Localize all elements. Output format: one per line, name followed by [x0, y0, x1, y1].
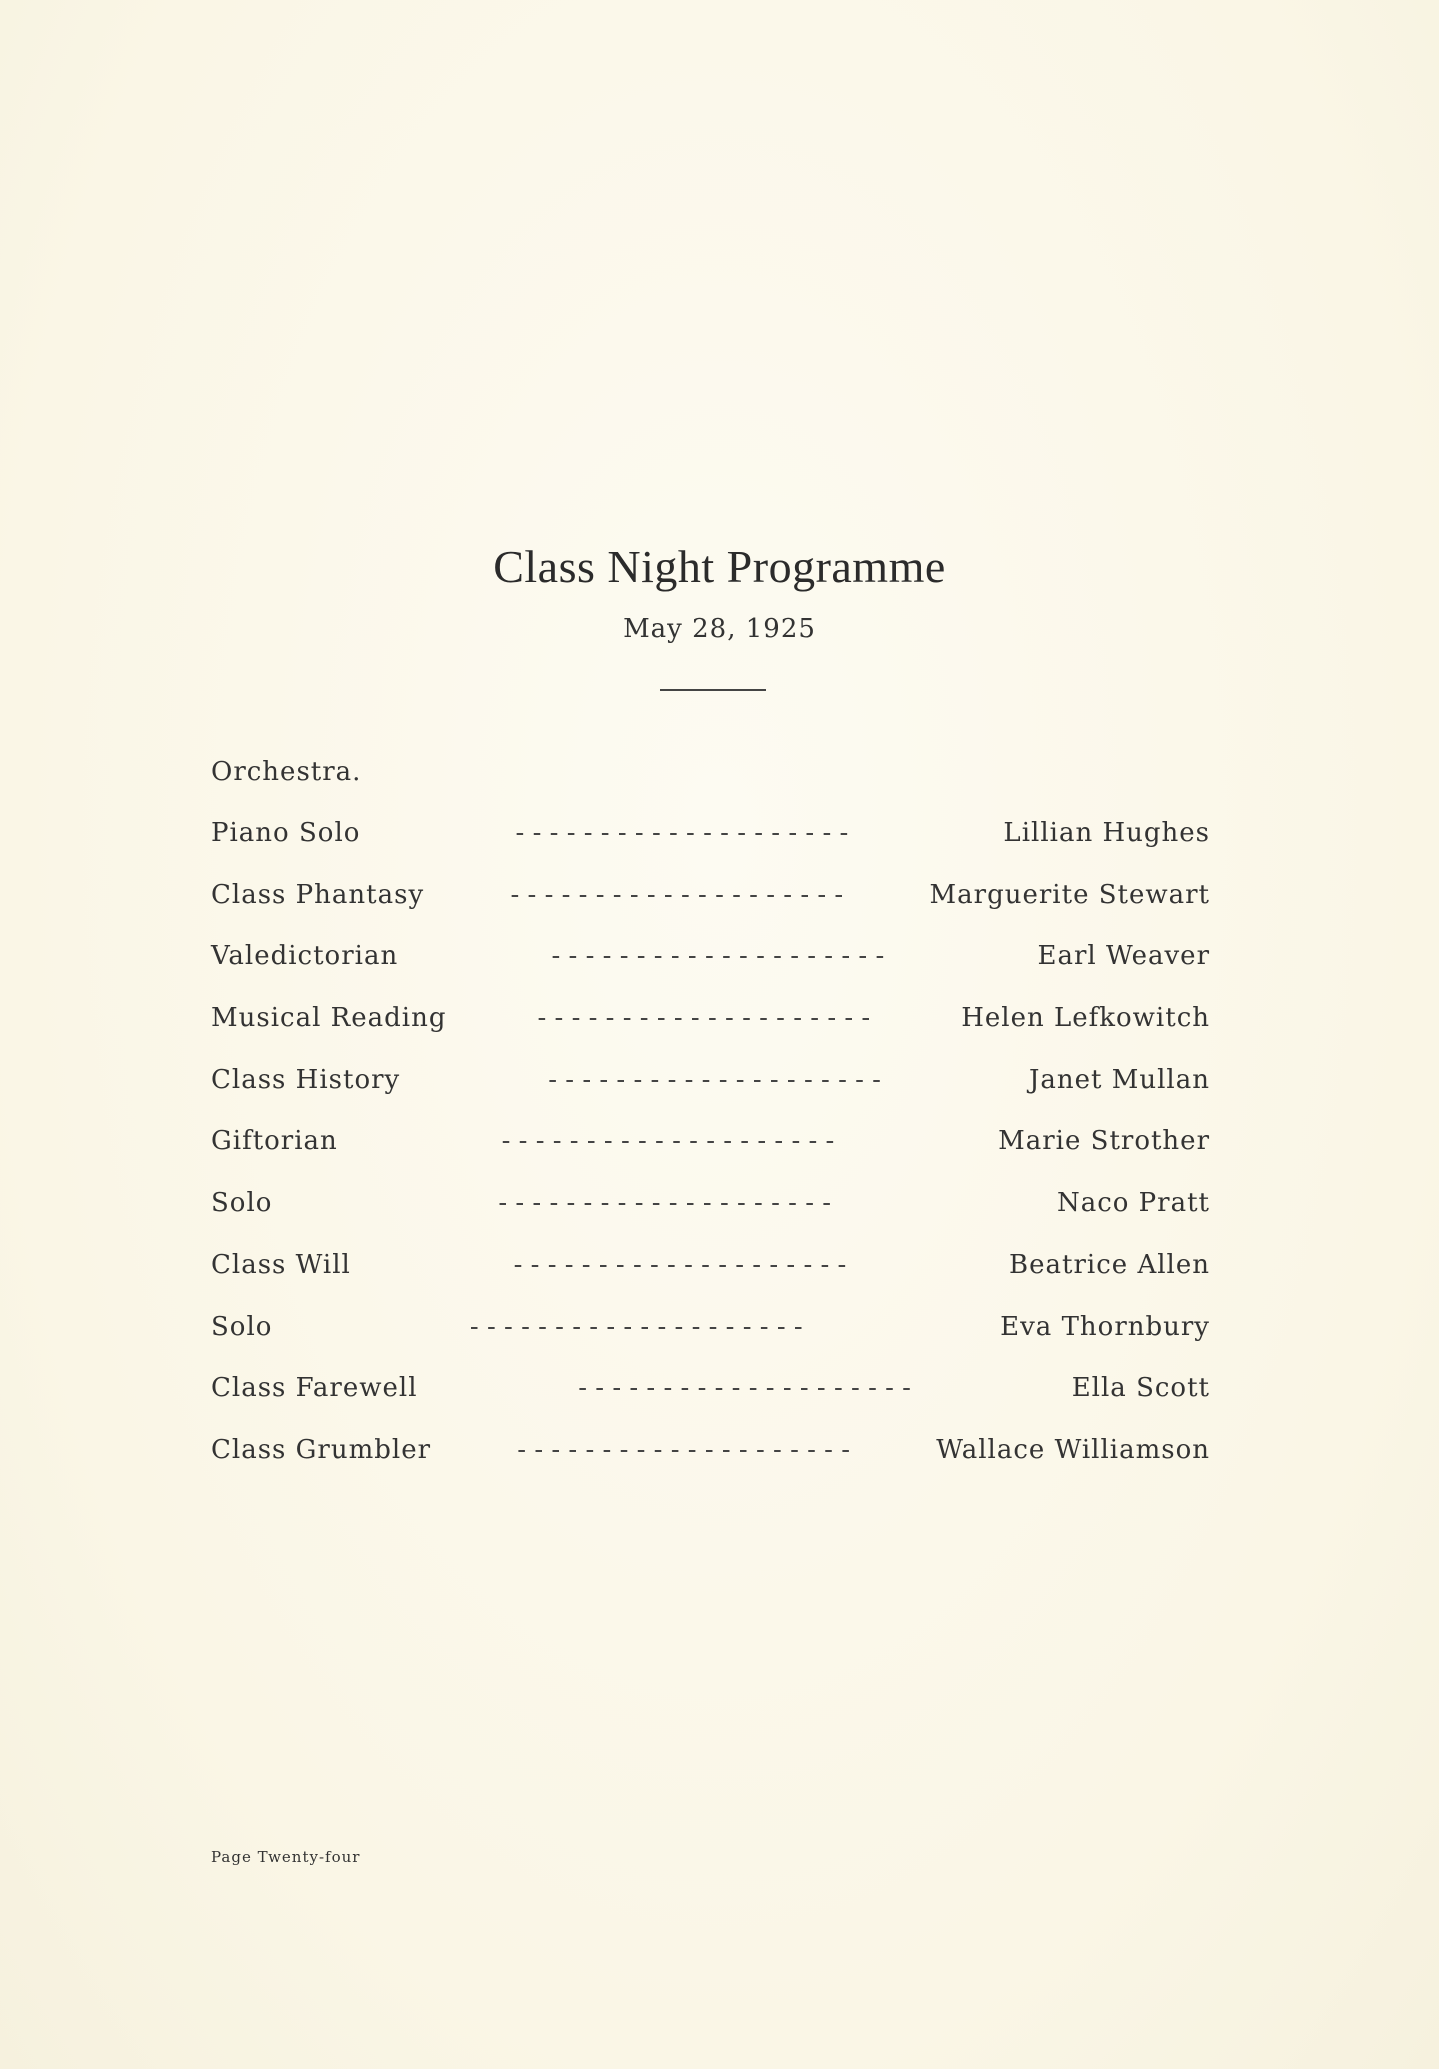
item-performer: Beatrice Allen	[1009, 1249, 1210, 1280]
item-performer: Marguerite Stewart	[929, 879, 1210, 910]
item-performer: Ella Scott	[1071, 1373, 1210, 1404]
programme-item	[211, 1435, 1210, 1497]
dash-leader: - - - - - - - - - - - - - - - - - - - -	[578, 1373, 911, 1404]
dash-leader: - - - - - - - - - - - - - - - - - - - -	[517, 1434, 851, 1465]
item-role: Class Phantasy	[211, 879, 425, 910]
programme-item	[211, 1373, 1210, 1435]
item-role: Solo	[211, 1188, 273, 1219]
item-performer: Earl Weaver	[1037, 941, 1210, 972]
item-performer: Wallace Williamson	[936, 1434, 1210, 1465]
programme-item	[211, 1065, 1210, 1127]
programme-item	[211, 1188, 1210, 1250]
dash-leader: - - - - - - - - - - - - - - - - - - - -	[551, 941, 885, 972]
item-role: Giftorian	[211, 1126, 338, 1157]
dash-leader: - - - - - - - - - - - - - - - - - - - -	[537, 1003, 871, 1034]
item-performer: Marie Strother	[998, 1126, 1210, 1157]
programme-item	[211, 941, 1210, 1003]
item-performer: Lillian Hughes	[1003, 818, 1210, 848]
programme-item	[211, 1126, 1210, 1188]
programme-item	[211, 1003, 1210, 1065]
item-performer: Helen Lefkowitch	[961, 1003, 1210, 1034]
dash-leader: - - - - - - - - - - - - - - - - - - - -	[510, 879, 844, 910]
item-performer: Naco Pratt	[1056, 1188, 1210, 1219]
item-performer: Janet Mullan	[1028, 1064, 1210, 1095]
programme-list	[211, 818, 1210, 1497]
programme-date: May 28, 1925	[623, 614, 816, 644]
item-performer: Eva Thornbury	[1000, 1311, 1210, 1342]
dash-leader: - - - - - - - - - - - - - - - - - - - -	[498, 1188, 832, 1219]
dash-leader: - - - - - - - - - - - - - - - - - - - -	[548, 1064, 881, 1095]
dash-leader: - - - - - - - - - - - - - - - - - - - -	[469, 1311, 803, 1342]
item-role: Solo	[211, 1311, 273, 1342]
programme-item	[211, 818, 1210, 880]
programme-item	[211, 1250, 1210, 1312]
dash-leader: - - - - - - - - - - - - - - - - - - - -	[513, 1249, 847, 1280]
title-divider	[660, 689, 766, 691]
dash-leader: - - - - - - - - - - - - - - - - - - - -	[501, 1126, 835, 1157]
programme-item	[211, 1312, 1210, 1374]
prelude-orchestra: Orchestra.	[211, 757, 362, 787]
item-role: Musical Reading	[211, 1003, 447, 1034]
programme-item	[211, 880, 1210, 942]
item-role: Piano Solo	[211, 818, 361, 848]
item-role: Class History	[211, 1064, 401, 1095]
item-role: Class Grumbler	[211, 1434, 432, 1465]
item-role: Class Farewell	[211, 1373, 418, 1404]
page-number: Page Twenty-four	[211, 1848, 361, 1866]
dash-leader: - - - - - - - - - - - - - - - - - - - -	[515, 818, 849, 848]
page-title: Class Night Programme	[493, 541, 946, 592]
item-role: Class Will	[211, 1249, 351, 1280]
item-role: Valedictorian	[211, 941, 399, 972]
